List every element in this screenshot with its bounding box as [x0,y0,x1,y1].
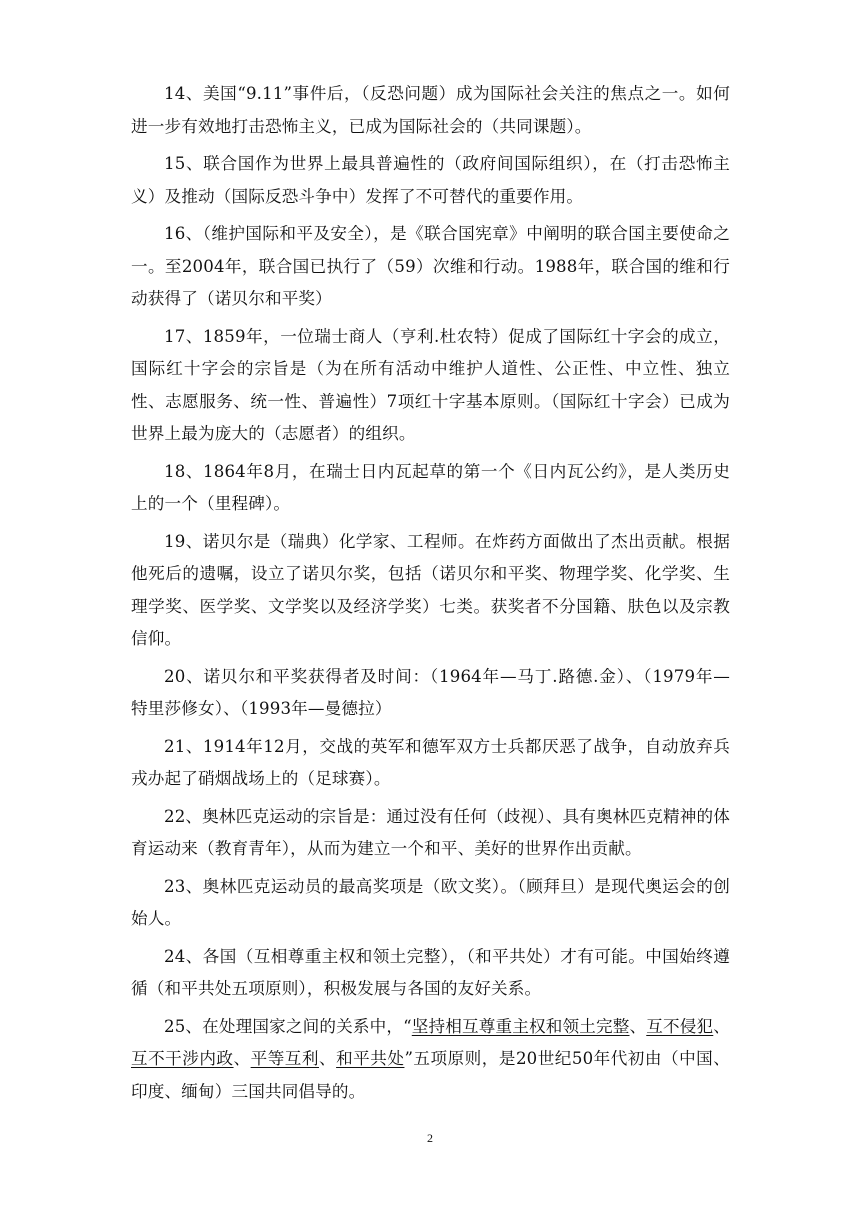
paragraph-text: ”五项原则，是20世纪50年代初由（中国、印度、缅甸）三国共同倡导的。 [131,1049,730,1101]
paragraph-text: 、 [318,1049,337,1068]
paragraph-text: 、 [233,1049,251,1068]
underlined-text: 和平共处 [336,1049,405,1068]
paragraph [131,801,730,866]
paragraph-text: 22、奥林匹克运动的宗旨是：通过没有任何（歧视）、具有奥林匹克精神的体育运动来（教育青年），从而为建立一个和平、美好的世界作出贡献。 [131,806,730,858]
paragraph [131,456,730,521]
paragraph [131,661,730,726]
paragraph-text: 23、奥林匹克运动员的最高奖项是（欧文奖）。（顾拜旦）是现代奥运会的创始人。 [131,876,730,928]
paragraph-text: 21、1914年12月，交战的英军和德军双方士兵都厌恶了战争，自动放弃兵戎办起了硝烟战场上的（足球赛）。 [131,736,730,788]
paragraph-text: 24、各国（互相尊重主权和领土完整），（和平共处）才有可能。中国始终遵循（和平共处五项原则），积极发展与各国的友好关系。 [131,946,730,998]
underlined-text: 坚持相互尊重主权和领土完整 [411,1016,630,1036]
paragraph [131,941,730,1006]
paragraph [131,526,730,656]
paragraph-text: 19、诺贝尔是（瑞典）化学家、工程师。在炸药方面做出了杰出贡献。根据他死后的遗嘱，设立了诺贝尔奖，包括（诺贝尔和平奖、物理学奖、化学奖、生理学奖、医学奖、文学奖以及经济学奖）七类。获奖者不分国籍、肤色以及宗教信仰。 [131,531,730,648]
paragraph [131,218,730,316]
paragraph-text: 14、美国“9.11”事件后，（反恐问题）成为国际社会关注的焦点之一。如何进一步有效地打击恐怖主义，已成为国际社会的（共同课题）。 [131,84,730,136]
paragraph [131,321,730,451]
paragraph [131,1011,730,1109]
paragraph [131,871,730,936]
paragraph [131,148,730,213]
document-body [131,78,730,1113]
page-number: 2 [427,1131,433,1145]
underlined-text: 互不干涉内政 [131,1049,234,1068]
paragraph-text: 、 [713,1016,731,1036]
underlined-text: 互不侵犯 [646,1016,714,1036]
paragraph [131,731,730,796]
paragraph-text: 、 [629,1016,647,1036]
paragraph-text: 15、联合国作为世界上最具普遍性的（政府间国际组织），在（打击恐怖主义）及推动（国际反恐斗争中）发挥了不可替代的重要作用。 [131,154,730,206]
paragraph [131,78,730,143]
underlined-text: 平等互利 [250,1049,319,1068]
paragraph-text: 17、1859年，一位瑞士商人（亨利.杜农特）促成了国际红十字会的成立，国际红十字会的宗旨是（为在所有活动中维护人道性、公正性、中立性、独立性、志愿服务、统一性、普遍性）7项红十字基本原则。（国际红十字会）已成为世界上最为庞大的（志愿者）的组织。 [131,326,730,443]
paragraph-text: 18、1864年8月，在瑞士日内瓦起草的第一个《日内瓦公约》，是人类历史上的一个（里程碑）。 [131,461,730,513]
paragraph-text: 20、诺贝尔和平奖获得者及时间：（1964年—马丁.路德.金）、（1979年— 特里莎修女）、（1993年—曼德拉） [131,666,730,718]
paragraph-text: 25、在处理国家之间的关系中，“ [164,1016,412,1036]
paragraph-text: 16、（维护国际和平及安全），是《联合国宪章》中阐明的联合国主要使命之一。至2004年，联合国已执行了（59）次维和行动。1988年，联合国的维和行动获得了（诺贝尔和平奖） [131,224,730,308]
